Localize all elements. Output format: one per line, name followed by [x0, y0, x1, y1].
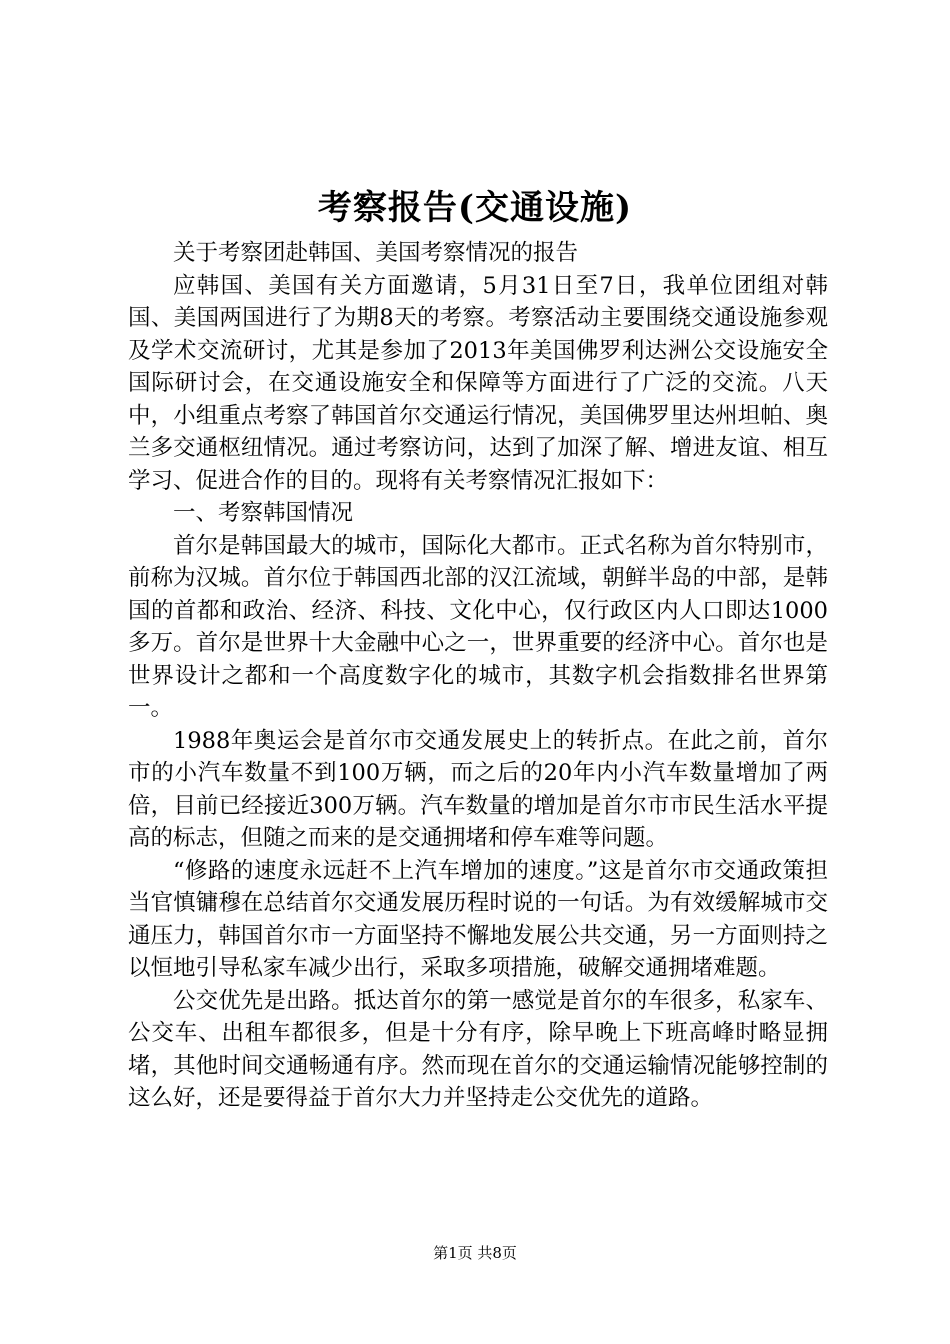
document-title: 考察报告(交通设施) [317, 188, 633, 228]
page-number-footer: 第1页 共8页 [433, 1244, 517, 1262]
paragraph-report-heading: 关于考察团赴韩国、美国考察情况的报告 [173, 240, 579, 266]
paragraph-public-transit-priority: 公交优先是出路。抵达首尔的第一感觉是首尔的车很多，私家车、公交车、出租车都很多，但是十分有序，除早晚上下班高峰时略显拥堵，其他时间交通畅通有序。然而现在首尔的交通运输情况能够控制的这么好，还是要得益于首尔大力并坚持走公交优先的道路。 [128, 987, 828, 1111]
document-body [128, 237, 828, 1115]
section-heading-korea: 一、考察韩国情况 [173, 500, 354, 526]
paragraph-olympics-traffic: 1988年奥运会是首尔市交通发展史上的转折点。在此之前，首尔市的小汽车数量不到100万辆，而之后的20年内小汽车数量增加了两倍，目前已经接近300万辆。汽车数量的增加是首尔市市民生活水平提高的标志，但随之而来的是交通拥堵和停车难等问题。 [128, 727, 828, 851]
paragraph-road-quote: “修路的速度永远赶不上汽车增加的速度。”这是首尔市交通政策担当官慎镛穆在总结首尔交通发展历程时说的一句话。为有效缓解城市交通压力，韩国首尔市一方面坚持不懈地发展公共交通，另一方面则持之以恒地引导私家车减少出行，采取多项措施，破解交通拥堵难题。 [128, 857, 828, 981]
paragraph-seoul-overview: 首尔是韩国最大的城市，国际化大都市。正式名称为首尔特别市，前称为汉城。首尔位于韩国西北部的汉江流域，朝鲜半岛的中部，是韩国的首都和政治、经济、科技、文化中心，仅行政区内人口即达1000多万。首尔是世界十大金融中心之一，世界重要的经济中心。首尔也是世界设计之都和一个高度数字化的城市，其数字机会指数排名世界第一。 [128, 532, 828, 721]
paragraph-introduction: 应韩国、美国有关方面邀请，5月31日至7日，我单位团组对韩国、美国两国进行了为期8天的考察。考察活动主要围绕交通设施参观及学术交流研讨，尤其是参加了2013年美国佛罗利达洲公交设施安全国际研讨会，在交通设施安全和保障等方面进行了广泛的交流。八天中，小组重点考察了韩国首尔交通运行情况，美国佛罗里达州坦帕、奥兰多交通枢纽情况。通过考察访问，达到了加深了解、增进友谊、相互学习、促进合作的目的。现将有关考察情况汇报如下： [128, 272, 828, 494]
